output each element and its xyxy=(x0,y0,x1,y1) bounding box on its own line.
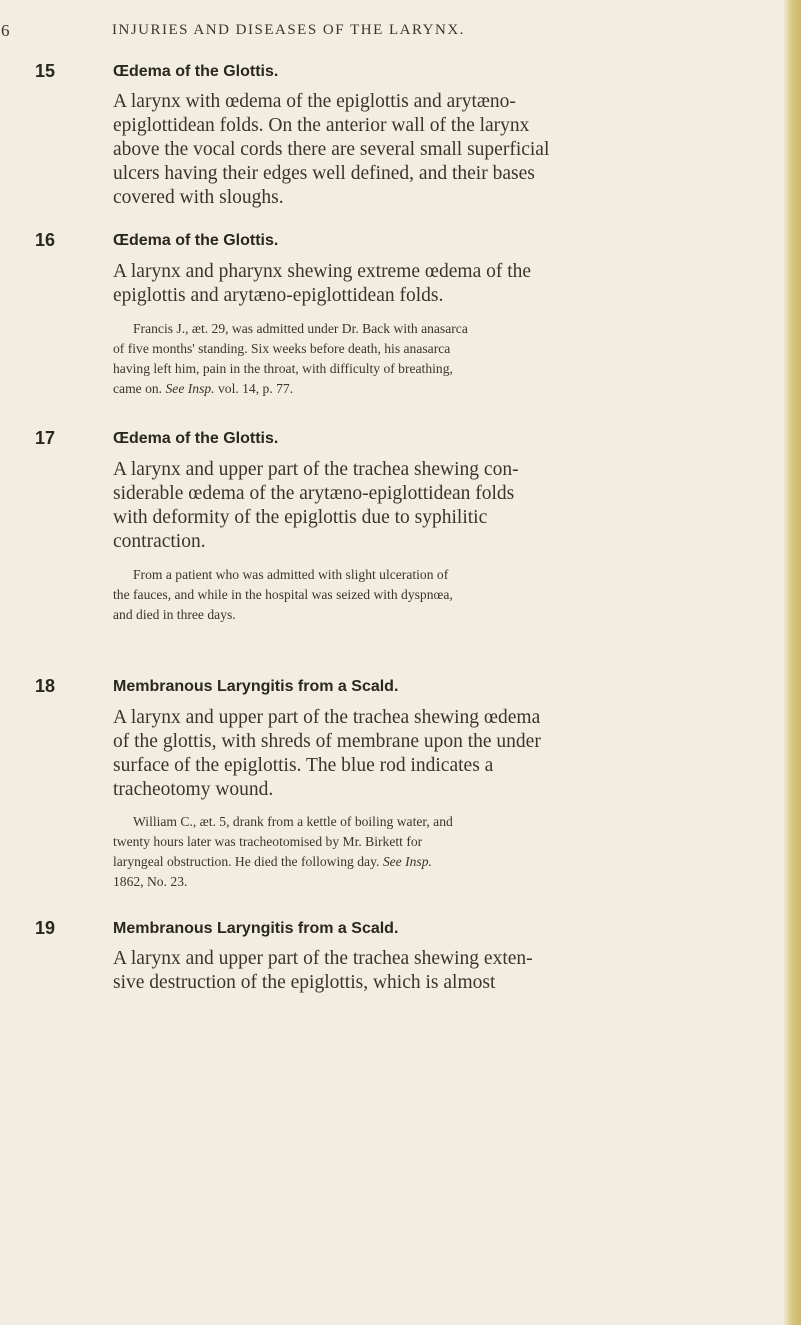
note-line xyxy=(113,379,773,399)
case-note xyxy=(113,812,773,892)
description-line: tracheotomy wound. xyxy=(113,779,274,800)
description-line: A larynx and upper part of the trachea shewing con- xyxy=(113,459,519,480)
entry-description xyxy=(113,458,773,554)
description-line: surface of the epiglottis. The blue rod indicates a xyxy=(113,755,494,776)
description-line: A larynx and upper part of the trachea shewing exten- xyxy=(113,948,533,969)
note-line: having left him, pain in the throat, with difficulty of breathing, xyxy=(113,361,453,376)
case-note xyxy=(113,565,773,625)
entry-number: 16 xyxy=(35,230,56,250)
entry-number: 18 xyxy=(35,676,56,696)
description-line: A larynx with œdema of the epiglottis and arytæno- xyxy=(113,91,516,112)
description-line: epiglottidean folds. On the anterior wall of the larynx xyxy=(113,115,530,136)
running-head xyxy=(0,21,801,43)
note-line: and died in three days. xyxy=(113,607,236,622)
note-line: twenty hours later was tracheotomised by Mr. Birkett for xyxy=(113,834,423,849)
entry-title: Œdema of the Glottis. xyxy=(113,63,279,80)
description-line: with deformity of the epiglottis due to syphilitic xyxy=(113,507,488,528)
entry-title: Membranous Laryngitis from a Scald. xyxy=(113,678,399,695)
reference-citation: See Insp. xyxy=(382,854,432,869)
note-line: 1862, No. 23. xyxy=(113,874,188,889)
entry-title: Œdema of the Glottis. xyxy=(113,232,279,249)
entry-description xyxy=(113,260,773,308)
note-line: William C., æt. 5, drank from a kettle of boiling water, and xyxy=(133,814,453,829)
reference-citation: See Insp. xyxy=(165,381,215,396)
entry-description xyxy=(113,706,773,802)
note-line: From a patient who was admitted with slight ulceration of xyxy=(133,567,449,582)
description-line: covered with sloughs. xyxy=(113,187,284,208)
note-text: laryngeal obstruction. He died the following day. xyxy=(113,854,380,869)
reference-detail: vol. 14, p. 77. xyxy=(217,381,294,396)
running-head-title: INJURIES AND DISEASES OF THE LARYNX. xyxy=(112,22,465,38)
description-line: A larynx and upper part of the trachea shewing œdema xyxy=(113,707,541,728)
description-line: contraction. xyxy=(113,531,206,552)
note-line xyxy=(113,852,773,872)
description-line: above the vocal cords there are several small superficial xyxy=(113,139,550,160)
description-line: sive destruction of the epiglottis, which is almost xyxy=(113,972,496,993)
page-number: 6 xyxy=(1,21,10,40)
page-edge-shadow xyxy=(783,0,801,1325)
description-line: of the glottis, with shreds of membrane upon the under xyxy=(113,731,541,752)
note-line: the fauces, and while in the hospital was seized with dyspnœa, xyxy=(113,587,453,602)
entry-description xyxy=(113,90,773,210)
note-text: came on. xyxy=(113,381,163,396)
note-line: Francis J., æt. 29, was admitted under Dr. Back with anasarca xyxy=(133,321,468,336)
entry-title: Œdema of the Glottis. xyxy=(113,430,279,447)
entry-number: 19 xyxy=(35,918,56,938)
entry-description xyxy=(113,947,773,995)
case-note xyxy=(113,319,773,399)
entry-number: 15 xyxy=(35,61,56,81)
description-line: siderable œdema of the arytæno-epiglottidean folds xyxy=(113,483,515,504)
description-line: ulcers having their edges well defined, and their bases xyxy=(113,163,535,184)
description-line: A larynx and pharynx shewing extreme œdema of the xyxy=(113,261,532,282)
note-line: of five months' standing. Six weeks before death, his anasarca xyxy=(113,341,451,356)
entry-title: Membranous Laryngitis from a Scald. xyxy=(113,920,399,937)
entry-number: 17 xyxy=(35,428,56,448)
description-line: epiglottis and arytæno-epiglottidean folds. xyxy=(113,285,444,306)
